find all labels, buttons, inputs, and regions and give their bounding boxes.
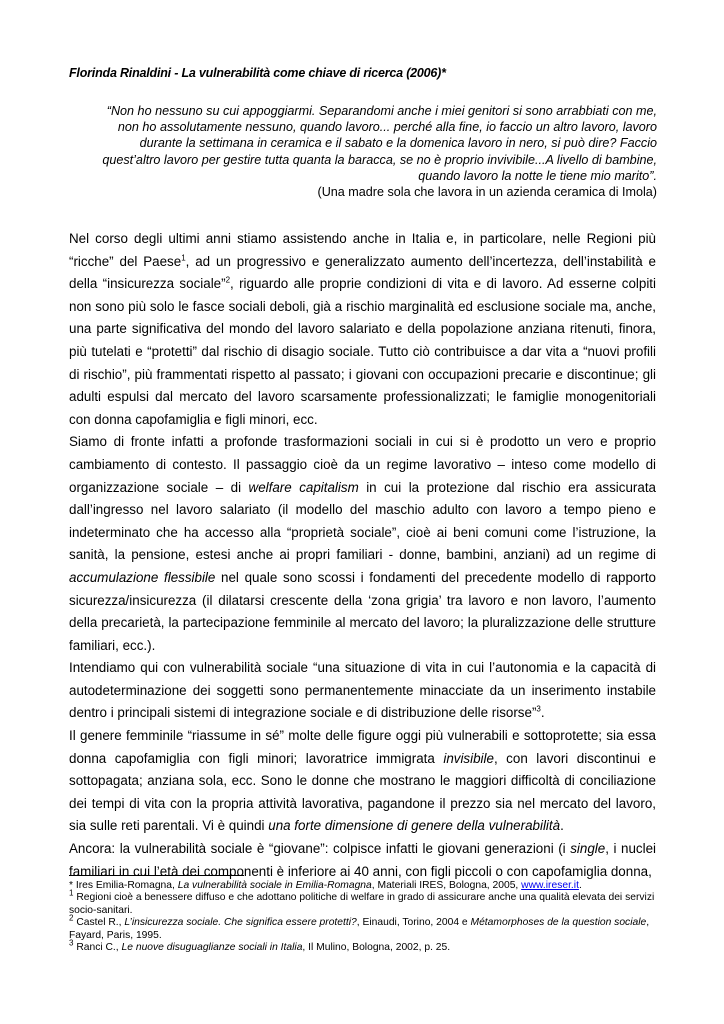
paragraph-4: Il genere femminile “riassume in sé” molte delle figure oggi più vulnerabili e sottoprotette; sia essa donna capofamiglia con figli minori; lavoratrice immigrata invisibile, con lavori discontinui e sottopagata; anziana sola, ecc. Sono le donne che mostrano le maggiori difficoltà di conciliazione dei tempi di vita con la propria attività lavorativa, pagandone il prezzo sia nel mercato del lavoro, sia sulle reti parentali. Vi è quindi una forte dimensione di genere della vulnerabilità. xyxy=(69,728,656,834)
epigraph-quote xyxy=(100,103,657,200)
footnotes xyxy=(69,880,656,954)
quote-attribution: (Una madre sola che lavora in un azienda ceramica di Imola) xyxy=(317,185,657,200)
footnote-ref-1: 1 xyxy=(181,253,186,263)
footnote-2: $^2$ Castel R., L’insicurezza sociale. Che significa essere protetti?, Einaudi, Torino, 2004 e Métamorphoses de la question sociale, Fayard, Paris, 1995. xyxy=(69,913,650,941)
footnote-3: $^3$ Ranci C., Le nuove disuguaglianze sociali in Italia, Il Mulino, Bologna, 2002, p. 25. xyxy=(69,938,451,954)
term-invisibile: invisibile xyxy=(443,750,494,766)
ireser-link[interactable]: www.ireser.it xyxy=(521,880,579,891)
paragraph-2: Siamo di fronte infatti a profonde trasformazioni sociali in cui si è prodotto un vero e proprio cambiamento di contesto. Il passaggio cioè da un regime lavorativo – inteso come modello di organizzazione sociale – di welfare capitalism in cui la protezione dal rischio era assicurata dall’ingresso nel lavoro salariato (il modello del maschio adulto con lavoro a tempo pieno e indeterminato che ha accesso alla “proprietà sociale”, cioè ai beni comuni come l’istruzione, la sanità, la pensione, estesi anche ai propri familiari - donne, bambini, anziani) ad un regime di accumulazione flessibile nel quale sono scossi i fondamenti del precedente modello di rapporto sicurezza/insicurezza (il dilatarsi crescente della ‘zona grigia’ tra lavoro e non lavoro, l’aumento della precarietà, la partecipazione femminile al mercato del lavoro; la pluralizzazione delle strutture familiari, ecc.). xyxy=(69,434,656,653)
footnote-star: * Ires Emilia-Romagna, La vulnerabilità sociale in Emilia-Romagna, Materiali IRES, Bologna, 2005, www.ireser.it. xyxy=(69,880,582,891)
term-dimensione-di-genere: una forte dimensione di genere della vulnerabilità xyxy=(268,818,561,834)
term-accumulazione-flessibile: accumulazione flessibile xyxy=(69,569,216,585)
footnote-ref-3: 3 xyxy=(536,705,541,714)
paragraph-5: Ancora: la vulnerabilità sociale è “giovane”: colpisce infatti le giovani generazioni (i single, i nuclei familiari in cui l’età dei componenti è inferiore ai 40 anni, con figli piccoli o con capofamiglia donna, xyxy=(69,841,657,879)
document-title: Florinda Rinaldini - La vulnerabilità come chiave di ricerca (2006)* xyxy=(69,66,446,80)
term-single: single xyxy=(570,841,606,857)
term-welfare-capitalism: welfare capitalism xyxy=(248,479,359,495)
footnote-ref-2: 2 xyxy=(225,275,231,285)
paragraph-1: Nel corso degli ultimi anni stiamo assistendo anche in Italia e, in particolare, nelle Regioni più “ricche” del Paese$^1$, ad un progressivo e generalizzato aumento dell’incertezza, dell’instabilità e della “insicurezza sociale”$^2$, riguardo alle proprie condizioni di vita e di lavoro. Ad esserne colpiti non sono più solo le fasce sociali deboli, già a rischio marginalità ed esclusione sociale ma, anche, una parte significativa del mondo del lavoro salariato e della popolazione anziana ritenuti, finora, più tutelati e “protetti” dal rischio di disagio sociale. Tutto ciò contribuisce a dar vita a “nuovi profili di rischio”, più frammentati rispetto al passato; i giovani con occupazioni precarie e discontinue; gli adulti espulsi dal mercato del lavoro scarsamente professionalizzati; le famiglie monogenitoriali con donna capofamiglia e figli minori, ecc. xyxy=(69,231,656,427)
quote-text: “Non ho nessuno su cui appoggiarmi. Separandomi anche i miei genitori si sono arrabbiati con me, non ho assolutamente nessuno, quando lavoro... perché alla fine, io faccio un altro lavoro, lavoro durante la settimana in ceramica e il sabato e la domenica lavoro in nero, si può dire? Faccio quest’altro lavoro per gestire tutta quanta la baracca, se no è proprio invivibile...A livello di bambine, quando lavoro la notte le tiene mio marito”. xyxy=(102,104,657,183)
footnote-1: $^1$ Regioni cioè a benessere diffuso e che adottano politiche di welfare in grado di assicurare anche una qualità elevata dei servizi socio-sanitari. xyxy=(69,888,655,916)
footnote-divider xyxy=(69,875,244,876)
body-text xyxy=(69,228,656,883)
paragraph-3: Intendiamo qui con vulnerabilità sociale “una situazione di vita in cui l’autonomia e la capacità di autodeterminazione dei soggetti sono permanentemente minacciate da un inserimento instabile dentro i principali sistemi di integrazione sociale e di distribuzione delle risorse”$^3$. xyxy=(69,660,656,721)
